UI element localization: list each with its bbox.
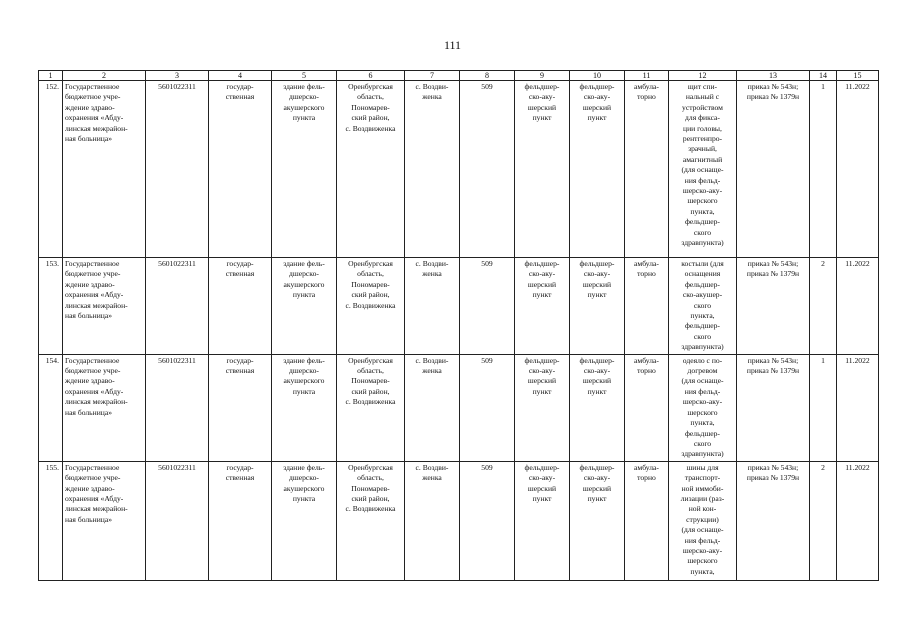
organization-cell: Государственное бюджетное учре- ждение здраво- охранения «Абду- линская межрайон- ная больница» (63, 461, 146, 580)
table-row (39, 81, 879, 258)
building-cell: здание фель- дшерско- акушерского пункта (272, 81, 337, 258)
unit-name-cell: фельдшер- ско-аку- шерский пункт (570, 354, 625, 461)
ownership-cell: государ- ственная (209, 258, 272, 355)
settlement-cell: с. Воздви- женка (405, 354, 460, 461)
inn-cell: 5601022311 (146, 461, 209, 580)
population-cell: 509 (460, 354, 515, 461)
column-number: 15 (837, 71, 879, 81)
order-reference-cell: приказ № 543н; приказ № 1379н (737, 258, 810, 355)
row-number-cell: 154. (39, 354, 63, 461)
quantity-cell: 2 (810, 461, 837, 580)
unit-name-cell: фельдшер- ско-аку- шерский пункт (570, 81, 625, 258)
population-cell: 509 (460, 461, 515, 580)
equipment-cell: щит спи- нальный с устройством для фикса- ции головы, рентгенпро- зрачный, амагнитный (для оснаще- ния фельд- шерско-аку- шерского пункта, фельдшер- ского здравпункта) (669, 81, 737, 258)
settlement-cell: с. Воздви- женка (405, 81, 460, 258)
quantity-cell: 1 (810, 81, 837, 258)
unit-name-cell: фельдшер- ско-аку- шерский пункт (570, 258, 625, 355)
order-reference-cell: приказ № 543н; приказ № 1379н (737, 354, 810, 461)
page-number: 111 (443, 38, 462, 52)
organization-cell: Государственное бюджетное учре- ждение здраво- охранения «Абду- линская межрайон- ная больница» (63, 354, 146, 461)
care-condition-cell: амбула- торно (625, 258, 669, 355)
address-cell: Оренбургская область, Пономарев- ский район, с. Воздвиженка (337, 354, 405, 461)
inn-cell: 5601022311 (146, 258, 209, 355)
population-cell: 509 (460, 81, 515, 258)
column-number: 11 (625, 71, 669, 81)
row-number-cell: 153. (39, 258, 63, 355)
column-number: 2 (63, 71, 146, 81)
column-number: 12 (669, 71, 737, 81)
equipment-cell: костыли (для оснащения фельдшер- ско-акушер- ского пункта, фельдшер- ского здравпункта) (669, 258, 737, 355)
registry-table (38, 70, 879, 581)
order-reference-cell: приказ № 543н; приказ № 1379н (737, 461, 810, 580)
building-cell: здание фель- дшерско- акушерского пункта (272, 354, 337, 461)
unit-type-cell: фельдшер- ско-аку- шерский пункт (515, 354, 570, 461)
table-row (39, 354, 879, 461)
unit-type-cell: фельдшер- ско-аку- шерский пункт (515, 461, 570, 580)
address-cell: Оренбургская область, Пономарев- ский район, с. Воздвиженка (337, 81, 405, 258)
inn-cell: 5601022311 (146, 354, 209, 461)
organization-cell: Государственное бюджетное учре- ждение здраво- охранения «Абду- линская межрайон- ная больница» (63, 81, 146, 258)
building-cell: здание фель- дшерско- акушерского пункта (272, 258, 337, 355)
unit-type-cell: фельдшер- ско-аку- шерский пункт (515, 258, 570, 355)
column-number: 14 (810, 71, 837, 81)
column-number: 7 (405, 71, 460, 81)
date-cell: 11.2022 (837, 354, 879, 461)
date-cell: 11.2022 (837, 258, 879, 355)
quantity-cell: 2 (810, 258, 837, 355)
date-cell: 11.2022 (837, 81, 879, 258)
row-number-cell: 155. (39, 461, 63, 580)
table-row (39, 461, 879, 580)
care-condition-cell: амбула- торно (625, 461, 669, 580)
equipment-cell: одеяло с по- догревом (для оснаще- ния фельд- шерско-аку- шерского пункта, фельдшер- ского здравпункта) (669, 354, 737, 461)
column-number: 5 (272, 71, 337, 81)
column-number-row (39, 71, 879, 81)
column-number: 4 (209, 71, 272, 81)
column-number: 8 (460, 71, 515, 81)
unit-type-cell: фельдшер- ско-аку- шерский пункт (515, 81, 570, 258)
column-number: 10 (570, 71, 625, 81)
order-reference-cell: приказ № 543н; приказ № 1379н (737, 81, 810, 258)
column-number: 9 (515, 71, 570, 81)
ownership-cell: государ- ственная (209, 354, 272, 461)
building-cell: здание фель- дшерско- акушерского пункта (272, 461, 337, 580)
settlement-cell: с. Воздви- женка (405, 258, 460, 355)
inn-cell: 5601022311 (146, 81, 209, 258)
table-row (39, 258, 879, 355)
care-condition-cell: амбула- торно (625, 354, 669, 461)
column-number: 3 (146, 71, 209, 81)
unit-name-cell: фельдшер- ско-аку- шерский пункт (570, 461, 625, 580)
row-number-cell: 152. (39, 81, 63, 258)
settlement-cell: с. Воздви- женка (405, 461, 460, 580)
column-number: 1 (39, 71, 63, 81)
address-cell: Оренбургская область, Пономарев- ский район, с. Воздвиженка (337, 258, 405, 355)
quantity-cell: 1 (810, 354, 837, 461)
population-cell: 509 (460, 258, 515, 355)
equipment-cell: шины для транспорт- ной иммоби- лизации (раз- ной кон- струкции) (для оснаще- ния фельд- шерско-аку- шерского пункта, (669, 461, 737, 580)
column-number: 13 (737, 71, 810, 81)
date-cell: 11.2022 (837, 461, 879, 580)
care-condition-cell: амбула- торно (625, 81, 669, 258)
ownership-cell: государ- ственная (209, 81, 272, 258)
column-number: 6 (337, 71, 405, 81)
address-cell: Оренбургская область, Пономарев- ский район, с. Воздвиженка (337, 461, 405, 580)
ownership-cell: государ- ственная (209, 461, 272, 580)
organization-cell: Государственное бюджетное учре- ждение здраво- охранения «Абду- линская межрайон- ная больница» (63, 258, 146, 355)
